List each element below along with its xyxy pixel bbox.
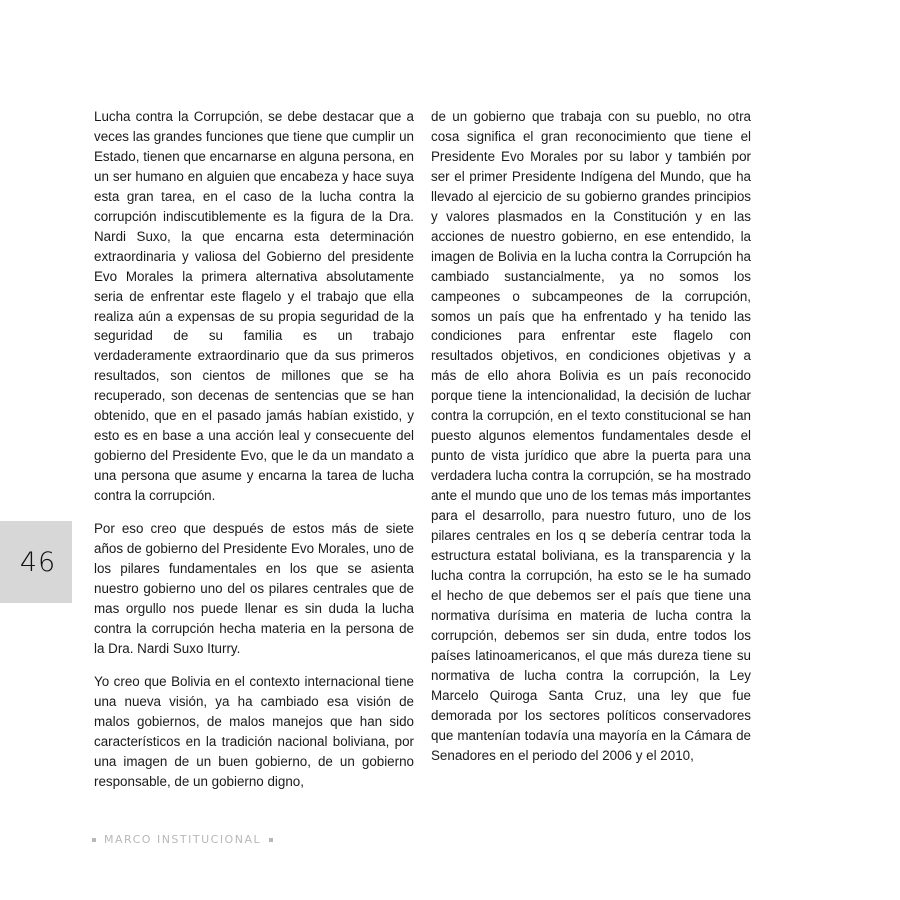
left-paragraph-2: Por eso creo que después de estos más de siete años de gobierno del Presidente Evo Morales, uno de los pilares fundamentales en los que se asienta nuestro gobierno uno del os pilares centrales que de mas orgullo nos puede llenar es sin duda la lucha contra la corrupción hecha materia en la persona de la Dra. Nardi Suxo Iturry. (94, 521, 414, 656)
right-column (431, 107, 751, 778)
footer (92, 833, 273, 846)
left-paragraph-3: Yo creo que Bolivia en el contexto internacional tiene una nueva visión, ya ha cambiado esa visión de malos gobiernos, de malos manejos que han sido característicos en la tradición nacional boliviana, por una imagen de un buen gobierno, de un gobierno responsable, de un gobierno digno, (94, 673, 414, 789)
left-column (94, 107, 414, 804)
footer-square-icon (269, 838, 273, 842)
left-paragraph-1: Lucha contra la Corrupción, se debe destacar que a veces las grandes funciones que tiene que cumplir un Estado, tienen que encarnarse en alguna persona, en un ser humano en alguien que encabeza y hace suya esta gran tarea, en el caso de la lucha contra la corrupción indiscutiblemente es la figura de la Dra. Nardi Suxo, la que encarna esta determinación extraordinaria y valiosa del Gobierno del presidente Evo Morales la primera alternativa absolutamente seria de enfrentar este flagelo y el trabajo que ella realiza aún a expensas de su propia seguridad de la seguridad de su familia es un trabajo verdaderamente extraordinario que da sus primeros resultados, son cientos de millones que se ha recuperado, son decenas de sentencias que se han obtenido, que en el pasado jamás habían existido, y esto es en base a una acción leal y consecuente del gobierno del Presidente Evo, que le da un mandato a una persona que asume y encarna la tarea de lucha contra la corrupción. (94, 109, 414, 504)
right-paragraph-1: de un gobierno que trabaja con su pueblo, no otra cosa significa el gran reconocimiento que tiene el Presidente Evo Morales por su labor y también por ser el primer Presidente Indígena del Mundo, que ha llevado al ejercicio de su gobierno grandes principios y valores plasmados en la Constitución y en las acciones de nuestro gobierno, en ese entendido, la imagen de Bolivia en la lucha contra la Corrupción ha cambiado sustancialmente, ya no somos los campeones o subcampeones de la corrupción, somos un país que ha enfrentado y ha tenido las condiciones para enfrentar este flagelo con resultados objetivos, en condiciones objetivas y a más de ello ahora Bolivia es un país reconocido porque tiene la intencionalidad, la decisión de luchar contra la corrupción, en el texto constitucional se han puesto algunos elementos fundamentales desde el punto de vista jurídico que abre la puerta para una verdadera lucha contra la corrupción, se ha mostrado ante el mundo que uno de los temas más importantes para el desarrollo, para nuestro futuro, uno de los pilares centrales en los q se debería centrar toda la estructura estatal boliviana, es la transparencia y la lucha contra la corrupción, ha esto se le ha sumado el hecho de que debemos ser el país que tiene una normativa durísima en materia de lucha contra la corrupción, debemos ser sin duda, entre todos los países latinoamericanos, el que más dureza tiene su normativa de lucha contra la corrupción, la Ley Marcelo Quiroga Santa Cruz, una ley que fue demorada por los sectores políticos conservadores que mantenían todavía una mayoría en la Cámara de Senadores en el periodo del 2006 y el 2010, (431, 109, 751, 763)
footer-label: MARCO INSTITUCIONAL (104, 833, 262, 846)
footer-square-icon (92, 838, 96, 842)
page-number: 46 (19, 546, 57, 578)
page-number-tab (0, 521, 72, 603)
